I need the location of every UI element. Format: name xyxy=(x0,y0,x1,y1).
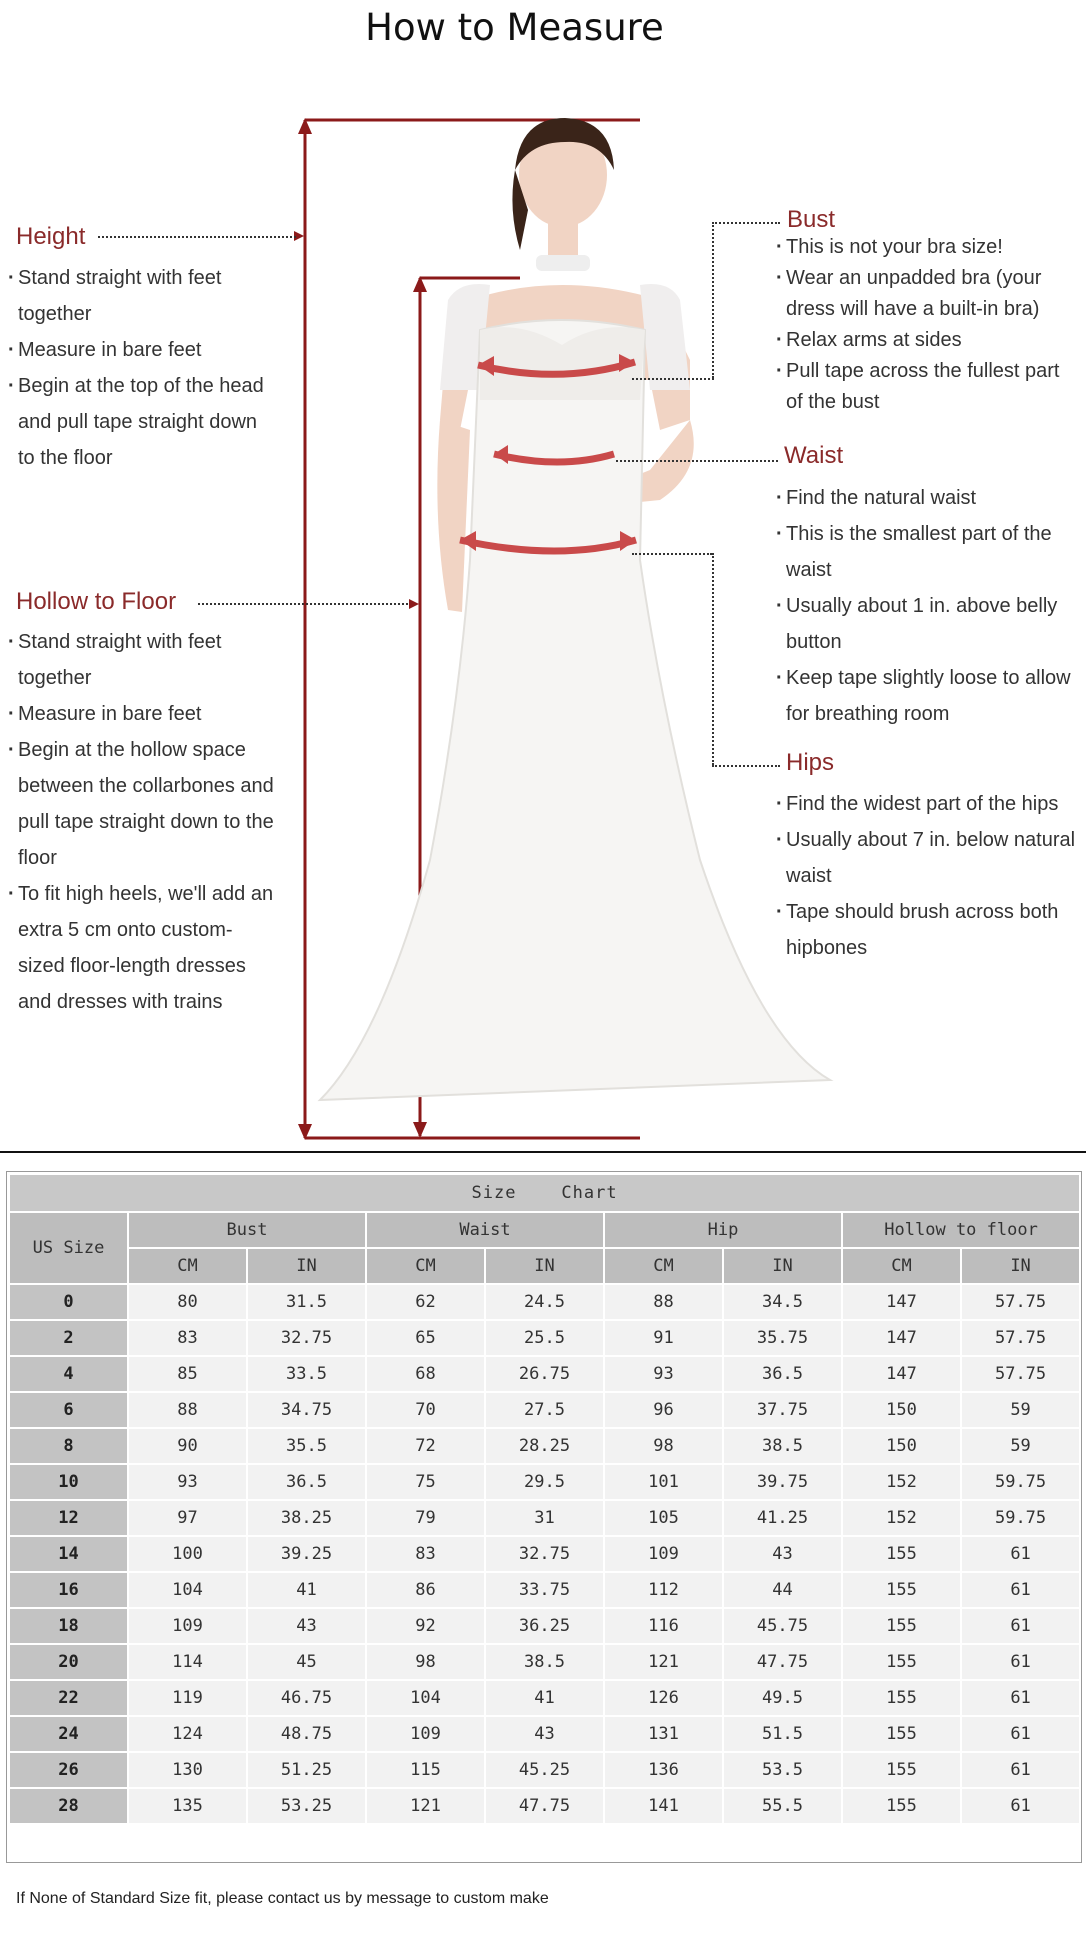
measurement-cell: 61 xyxy=(961,1716,1080,1752)
measurement-cell: 59.75 xyxy=(961,1464,1080,1500)
size-row xyxy=(9,1392,1080,1428)
measurement-cell: 61 xyxy=(961,1608,1080,1644)
measurement-cell: 51.25 xyxy=(247,1752,366,1788)
custom-size-footnote: If None of Standard Size fit, please contact us by message to custom make xyxy=(16,1890,549,1907)
measurement-cell: 38.5 xyxy=(485,1644,604,1680)
measurement-cell: 36.5 xyxy=(723,1356,842,1392)
measurement-cell: 51.5 xyxy=(723,1716,842,1752)
measurement-cell: 35.75 xyxy=(723,1320,842,1356)
size-row xyxy=(9,1608,1080,1644)
hollow-leader-line xyxy=(198,603,408,605)
hips-instructions xyxy=(776,786,1076,966)
measurement-cell: 115 xyxy=(366,1752,485,1788)
waist-bullet: · Usually about 1 in. above belly button xyxy=(776,588,1081,660)
measurement-cell: 49.5 xyxy=(723,1680,842,1716)
measurement-cell: 72 xyxy=(366,1428,485,1464)
measurement-cell: 48.75 xyxy=(247,1716,366,1752)
measurement-cell: 126 xyxy=(604,1680,723,1716)
measurement-cell: 25.5 xyxy=(485,1320,604,1356)
waist-leader-line xyxy=(616,460,778,462)
us-size-header: US Size xyxy=(9,1212,128,1284)
measurement-cell: 98 xyxy=(604,1428,723,1464)
measurement-cell: 47.75 xyxy=(723,1644,842,1680)
us-size-cell: 6 xyxy=(9,1392,128,1428)
size-row xyxy=(9,1464,1080,1500)
measurement-cell: 155 xyxy=(842,1788,961,1824)
measurement-cell: 27.5 xyxy=(485,1392,604,1428)
measurement-cell: 93 xyxy=(128,1464,247,1500)
measurement-cell: 59.75 xyxy=(961,1500,1080,1536)
measurement-cell: 155 xyxy=(842,1536,961,1572)
measurement-cell: 112 xyxy=(604,1572,723,1608)
measurement-cell: 36.25 xyxy=(485,1608,604,1644)
unit-header: IN xyxy=(485,1248,604,1284)
bust-leader-line-bottom xyxy=(632,378,714,380)
us-size-cell: 2 xyxy=(9,1320,128,1356)
measurement-cell: 70 xyxy=(366,1392,485,1428)
height-bullet: · Measure in bare feet xyxy=(8,332,278,368)
measurement-cell: 93 xyxy=(604,1356,723,1392)
measurement-cell: 136 xyxy=(604,1752,723,1788)
unit-header: IN xyxy=(961,1248,1080,1284)
measurement-cell: 152 xyxy=(842,1464,961,1500)
measurement-cell: 121 xyxy=(366,1788,485,1824)
measurement-cell: 88 xyxy=(604,1284,723,1320)
size-row xyxy=(9,1788,1080,1824)
hips-leader-line-top xyxy=(632,553,712,555)
measurement-cell: 79 xyxy=(366,1500,485,1536)
measurement-cell: 39.25 xyxy=(247,1536,366,1572)
group-header-waist: Waist xyxy=(366,1212,604,1248)
measurement-cell: 41.25 xyxy=(723,1500,842,1536)
measurement-cell: 43 xyxy=(485,1716,604,1752)
hollow-to-floor-heading: Hollow to Floor xyxy=(16,588,177,615)
unit-header: CM xyxy=(604,1248,723,1284)
size-row xyxy=(9,1284,1080,1320)
measurement-cell: 98 xyxy=(366,1644,485,1680)
measurement-cell: 62 xyxy=(366,1284,485,1320)
measurement-cell: 59 xyxy=(961,1428,1080,1464)
measurement-cell: 88 xyxy=(128,1392,247,1428)
measurement-cell: 33.75 xyxy=(485,1572,604,1608)
measurement-cell: 39.75 xyxy=(723,1464,842,1500)
measurement-cell: 147 xyxy=(842,1356,961,1392)
measurement-cell: 57.75 xyxy=(961,1320,1080,1356)
measurement-cell: 28.25 xyxy=(485,1428,604,1464)
measurement-cell: 80 xyxy=(128,1284,247,1320)
waist-instructions xyxy=(776,480,1081,732)
measurement-cell: 37.75 xyxy=(723,1392,842,1428)
size-row xyxy=(9,1536,1080,1572)
size-row xyxy=(9,1680,1080,1716)
measurement-cell: 85 xyxy=(128,1356,247,1392)
measurement-cell: 101 xyxy=(604,1464,723,1500)
measurement-cell: 96 xyxy=(604,1392,723,1428)
us-size-cell: 20 xyxy=(9,1644,128,1680)
measurement-cell: 36.5 xyxy=(247,1464,366,1500)
measurement-cell: 41 xyxy=(485,1680,604,1716)
us-size-cell: 8 xyxy=(9,1428,128,1464)
measurement-cell: 32.75 xyxy=(247,1320,366,1356)
section-divider xyxy=(0,1151,1086,1153)
unit-header: CM xyxy=(366,1248,485,1284)
bust-heading: Bust xyxy=(787,206,836,233)
size-row xyxy=(9,1716,1080,1752)
height-bullet: · Stand straight with feet together xyxy=(8,260,278,332)
measurement-cell: 155 xyxy=(842,1680,961,1716)
measurement-cell: 53.5 xyxy=(723,1752,842,1788)
measurement-cell: 57.75 xyxy=(961,1356,1080,1392)
hollow-bullet: · Stand straight with feet together xyxy=(8,624,278,696)
measurement-cell: 31.5 xyxy=(247,1284,366,1320)
size-row xyxy=(9,1428,1080,1464)
hollow-to-floor-instructions xyxy=(8,624,278,1020)
measurement-cell: 109 xyxy=(604,1536,723,1572)
measurement-cell: 119 xyxy=(128,1680,247,1716)
hips-heading: Hips xyxy=(786,749,835,776)
measurement-cell: 43 xyxy=(247,1608,366,1644)
us-size-cell: 12 xyxy=(9,1500,128,1536)
size-chart-body xyxy=(9,1284,1080,1824)
measurement-cell: 141 xyxy=(604,1788,723,1824)
measurement-cell: 35.5 xyxy=(247,1428,366,1464)
size-row xyxy=(9,1752,1080,1788)
unit-header: CM xyxy=(842,1248,961,1284)
measurement-cell: 41 xyxy=(247,1572,366,1608)
measurement-cell: 114 xyxy=(128,1644,247,1680)
measurement-cell: 121 xyxy=(604,1644,723,1680)
measurement-cell: 45.25 xyxy=(485,1752,604,1788)
measurement-cell: 155 xyxy=(842,1716,961,1752)
bust-bullet: · This is not your bra size! xyxy=(776,232,1076,263)
height-instructions xyxy=(8,260,278,476)
us-size-cell: 24 xyxy=(9,1716,128,1752)
size-chart-title: Size Chart xyxy=(9,1174,1080,1212)
bust-leader-line-vertical xyxy=(712,222,714,378)
group-header-hollow-to-floor: Hollow to floor xyxy=(842,1212,1080,1248)
measurement-cell: 131 xyxy=(604,1716,723,1752)
measurement-cell: 33.5 xyxy=(247,1356,366,1392)
measurement-cell: 150 xyxy=(842,1428,961,1464)
measurement-cell: 100 xyxy=(128,1536,247,1572)
measurement-cell: 83 xyxy=(366,1536,485,1572)
hips-bullet: · Tape should brush across both hipbones xyxy=(776,894,1076,966)
measurement-cell: 152 xyxy=(842,1500,961,1536)
measurement-cell: 61 xyxy=(961,1752,1080,1788)
us-size-cell: 0 xyxy=(9,1284,128,1320)
measurement-cell: 26.75 xyxy=(485,1356,604,1392)
bust-bullet: · Pull tape across the fullest part of the bust xyxy=(776,356,1076,418)
measurement-cell: 29.5 xyxy=(485,1464,604,1500)
height-heading: Height xyxy=(16,223,86,250)
measurement-cell: 43 xyxy=(723,1536,842,1572)
measurement-cell: 124 xyxy=(128,1716,247,1752)
us-size-cell: 22 xyxy=(9,1680,128,1716)
bust-leader-line xyxy=(712,222,780,224)
measurement-cell: 135 xyxy=(128,1788,247,1824)
measurement-cell: 59 xyxy=(961,1392,1080,1428)
measurement-cell: 155 xyxy=(842,1608,961,1644)
measurement-cell: 116 xyxy=(604,1608,723,1644)
measurement-cell: 47.75 xyxy=(485,1788,604,1824)
measurement-cell: 97 xyxy=(128,1500,247,1536)
height-bullet: · Begin at the top of the head and pull tape straight down to the floor xyxy=(8,368,278,476)
bust-instructions xyxy=(776,232,1076,418)
hips-bullet: · Find the widest part of the hips xyxy=(776,786,1076,822)
waist-bullet: · This is the smallest part of the waist xyxy=(776,516,1081,588)
measurement-cell: 61 xyxy=(961,1644,1080,1680)
size-chart xyxy=(8,1173,1079,1825)
waist-heading: Waist xyxy=(784,442,844,469)
waist-bullet: · Find the natural waist xyxy=(776,480,1081,516)
us-size-cell: 18 xyxy=(9,1608,128,1644)
us-size-cell: 14 xyxy=(9,1536,128,1572)
size-row xyxy=(9,1356,1080,1392)
measurement-cell: 155 xyxy=(842,1644,961,1680)
us-size-cell: 10 xyxy=(9,1464,128,1500)
height-leader-line xyxy=(98,236,296,238)
measurement-cell: 61 xyxy=(961,1572,1080,1608)
measurement-cell: 61 xyxy=(961,1680,1080,1716)
measurement-cell: 38.5 xyxy=(723,1428,842,1464)
measurement-cell: 75 xyxy=(366,1464,485,1500)
us-size-cell: 4 xyxy=(9,1356,128,1392)
measurement-cell: 45.75 xyxy=(723,1608,842,1644)
measurement-cell: 53.25 xyxy=(247,1788,366,1824)
measurement-cell: 44 xyxy=(723,1572,842,1608)
us-size-cell: 16 xyxy=(9,1572,128,1608)
measurement-cell: 150 xyxy=(842,1392,961,1428)
us-size-cell: 28 xyxy=(9,1788,128,1824)
measurement-cell: 147 xyxy=(842,1320,961,1356)
measurement-cell: 83 xyxy=(128,1320,247,1356)
measurement-cell: 61 xyxy=(961,1788,1080,1824)
measurement-cell: 68 xyxy=(366,1356,485,1392)
measurement-cell: 65 xyxy=(366,1320,485,1356)
measurement-cell: 104 xyxy=(128,1572,247,1608)
hollow-bullet: · Begin at the hollow space between the collarbones and pull tape straight down to the floor xyxy=(8,732,278,876)
measurement-cell: 90 xyxy=(128,1428,247,1464)
measurement-cell: 57.75 xyxy=(961,1284,1080,1320)
measurement-cell: 32.75 xyxy=(485,1536,604,1572)
waist-bullet: · Keep tape slightly loose to allow for breathing room xyxy=(776,660,1081,732)
hollow-bullet: · To fit high heels, we'll add an extra 5 cm onto custom-sized floor-length dresses and dresses with trains xyxy=(8,876,278,1020)
unit-header: IN xyxy=(247,1248,366,1284)
measurement-cell: 109 xyxy=(128,1608,247,1644)
hips-bullet: · Usually about 7 in. below natural waist xyxy=(776,822,1076,894)
measurement-cell: 155 xyxy=(842,1572,961,1608)
size-row xyxy=(9,1572,1080,1608)
unit-header: IN xyxy=(723,1248,842,1284)
measurement-cell: 104 xyxy=(366,1680,485,1716)
size-row xyxy=(9,1320,1080,1356)
size-row xyxy=(9,1500,1080,1536)
group-header-hip: Hip xyxy=(604,1212,842,1248)
hips-leader-line-vertical xyxy=(712,553,714,765)
measurement-cell: 31 xyxy=(485,1500,604,1536)
hips-leader-line xyxy=(712,765,780,767)
measurement-cell: 92 xyxy=(366,1608,485,1644)
measurement-cell: 34.75 xyxy=(247,1392,366,1428)
measurement-cell: 46.75 xyxy=(247,1680,366,1716)
measurement-cell: 86 xyxy=(366,1572,485,1608)
measurement-cell: 55.5 xyxy=(723,1788,842,1824)
unit-header: CM xyxy=(128,1248,247,1284)
measurement-cell: 91 xyxy=(604,1320,723,1356)
measurement-cell: 45 xyxy=(247,1644,366,1680)
measurement-cell: 38.25 xyxy=(247,1500,366,1536)
hollow-bullet: · Measure in bare feet xyxy=(8,696,278,732)
measurement-cell: 24.5 xyxy=(485,1284,604,1320)
group-header-bust: Bust xyxy=(128,1212,366,1248)
measurement-cell: 61 xyxy=(961,1536,1080,1572)
bust-bullet: · Relax arms at sides xyxy=(776,325,1076,356)
page-title: How to Measure xyxy=(365,6,664,49)
us-size-cell: 26 xyxy=(9,1752,128,1788)
size-chart-table xyxy=(8,1173,1081,1825)
measurement-cell: 130 xyxy=(128,1752,247,1788)
measurement-cell: 34.5 xyxy=(723,1284,842,1320)
measurement-cell: 155 xyxy=(842,1752,961,1788)
size-row xyxy=(9,1644,1080,1680)
bust-bullet: · Wear an unpadded bra (your dress will have a built-in bra) xyxy=(776,263,1076,325)
measurement-cell: 147 xyxy=(842,1284,961,1320)
measurement-cell: 109 xyxy=(366,1716,485,1752)
measurement-cell: 105 xyxy=(604,1500,723,1536)
